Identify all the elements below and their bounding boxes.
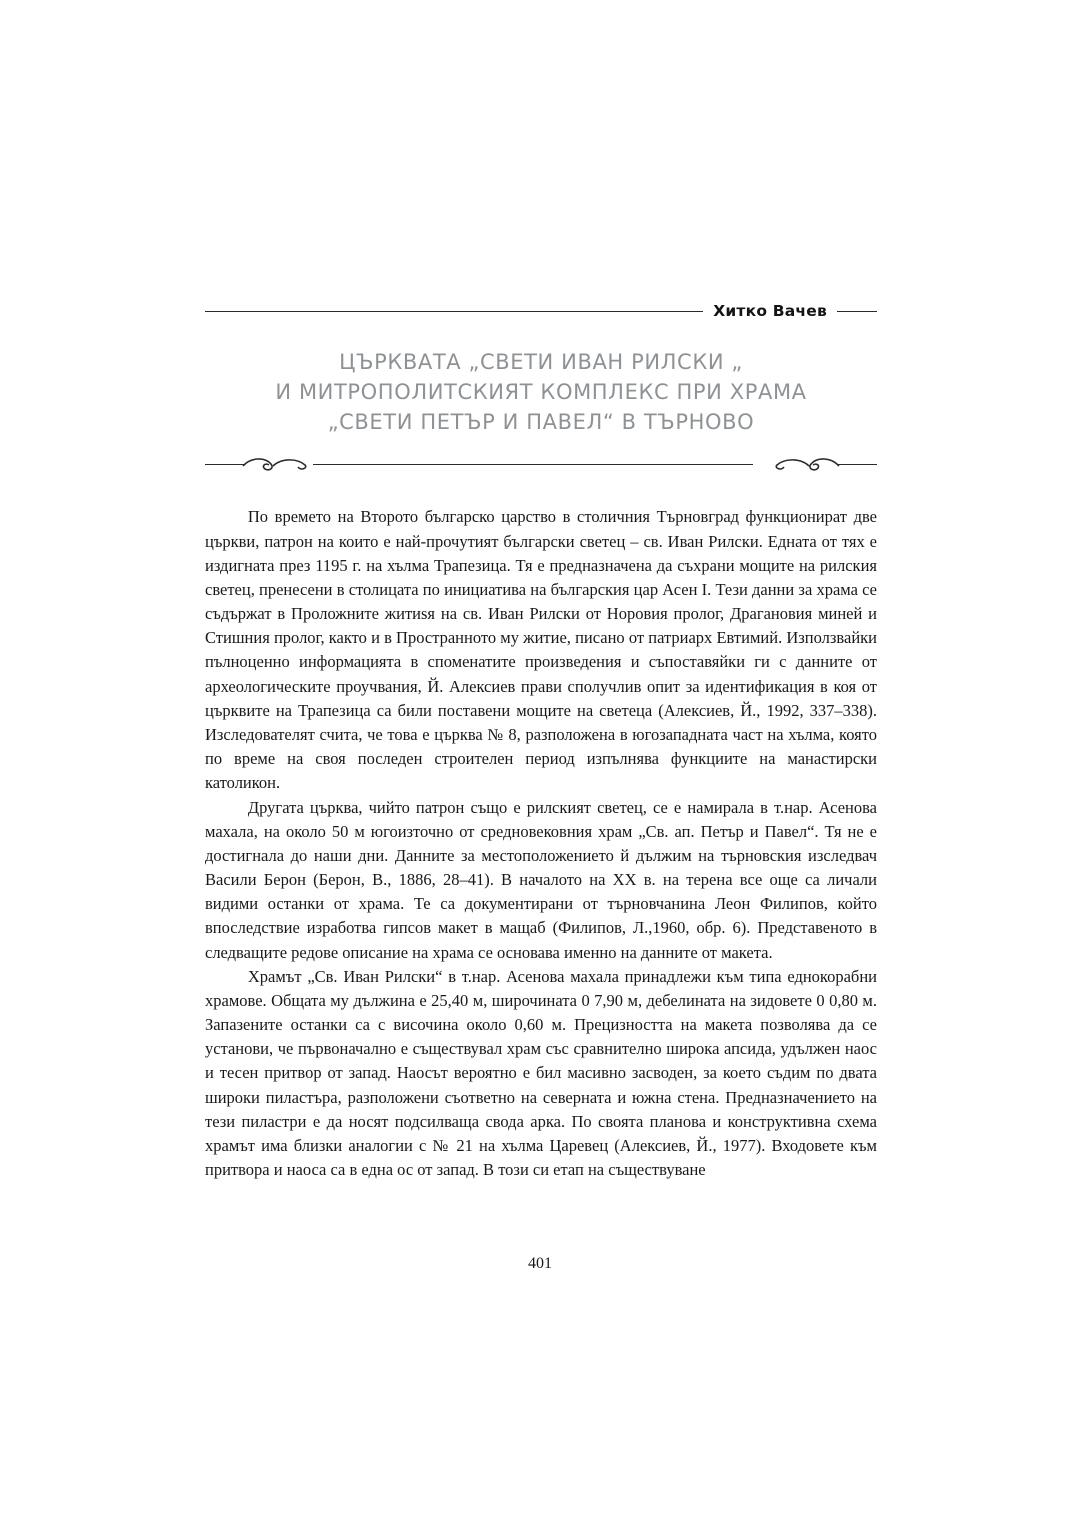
flourish-left-icon [241, 455, 311, 475]
author-header [205, 300, 877, 322]
title-line-3: „СВЕТИ ПЕТЪР И ПАВЕЛ“ В ТЪРНОВО [327, 409, 755, 434]
ornament-rule-middle [313, 464, 753, 465]
title-line-2: И МИТРОПОЛИТСКИЯТ КОМПЛЕКС ПРИ ХРАМА [275, 379, 807, 404]
flourish-right-icon [771, 455, 841, 475]
header-rule-right [837, 311, 877, 312]
paragraph: По времето на Второто българско царство в столичния Търновград функционират две църкви, патрон на които е най-прочутият български светец – св. Иван Рилски. Едната от тях е издигната през 1195 г. на хълма Трапезица. Тя е предназначена да съхрани мощите на рилския светец, пренесени в столицата по инициатива на българския цар Асен I. Тези данни за храма се съдържат в Проложните житиsя на св. Иван Рилски от Норовия пролог, Драгановия миней и Стишния пролог, както и в Пространното му житие, писано от патриарх Евтимий. Използвайки пълноценно информацията в споменатите произведения и съпоставяйки ги с данните от археологическите проучвания, Й. Алексиев прави сполучлив опит за идентификация в коя от църквите на Трапезица са били поставени мощите на светеца (Алексиев, Й., 1992, 337–338). Изследователят счита, че това е църква № 8, разположена в югозападната част на хълма, която по време на своя последен строителен период изпълнява функциите на манастирски католикон. [205, 507, 877, 793]
ornament-rule-right [837, 464, 877, 465]
title-line-1: ЦЪРКВАТА „СВЕТИ ИВАН РИЛСКИ „ [339, 350, 743, 374]
page-content [205, 300, 877, 1182]
ornament-divider [205, 453, 877, 477]
header-rule-left [205, 311, 703, 312]
paragraph: Другата църква, чийто патрон също е рилският светец, се е намирала в т.нар. Асенова махала, на около 50 м югоизточно от средновековния храм „Св. ап. Петър и Павел“. Тя не е достигнала до наши дни. Данните за местоположението й дължим на търновския изследвач Васили Берон (Берон, В., 1886, 28–41). В началото на ХХ в. на терена все още са личали видими останки от храма. Те са документирани от търновчанина Леон Филипов, който впоследствие изработва гипсов макет в мащаб (Филипов, Л.,1960, обр. 6). Представеното в следващите редове описание на храма се основава именно на данните от макета. [205, 797, 877, 962]
page-number: 401 [528, 1255, 552, 1272]
author-name: Хитко Вачев [713, 302, 827, 320]
ornament-rule-left [205, 464, 245, 465]
page-title [205, 348, 877, 437]
body-text [205, 505, 877, 1182]
paragraph: Храмът „Св. Иван Рилски“ в т.нар. Асенова махала принадлежи към типа еднокорабни храмове. Общата му дължина е 25,40 м, широчината 0 7,90 м, дебелината на зидовете 0 0,80 м. Запазените останки са с височина около 0,60 м. Прецизността на макета позволява да се установи, че първоначално е съществувал храм със сравнително широка апсида, удължен наос и тесен притвор от запад. Наосът вероятно е бил масивно засводен, за което съдим по двата широки пиластъра, разположени съответно на северната и южна стена. Предназначението на тези пиластри е да носят подсилваща свода арка. По своята планова и конструктивна схема храмът има близки аналогии с № 21 на хълма Царевец (Алексиев, Й., 1977). Входовете към притвора и наоса са в една ос от запад. В този си етап на съществуване [205, 966, 877, 1180]
